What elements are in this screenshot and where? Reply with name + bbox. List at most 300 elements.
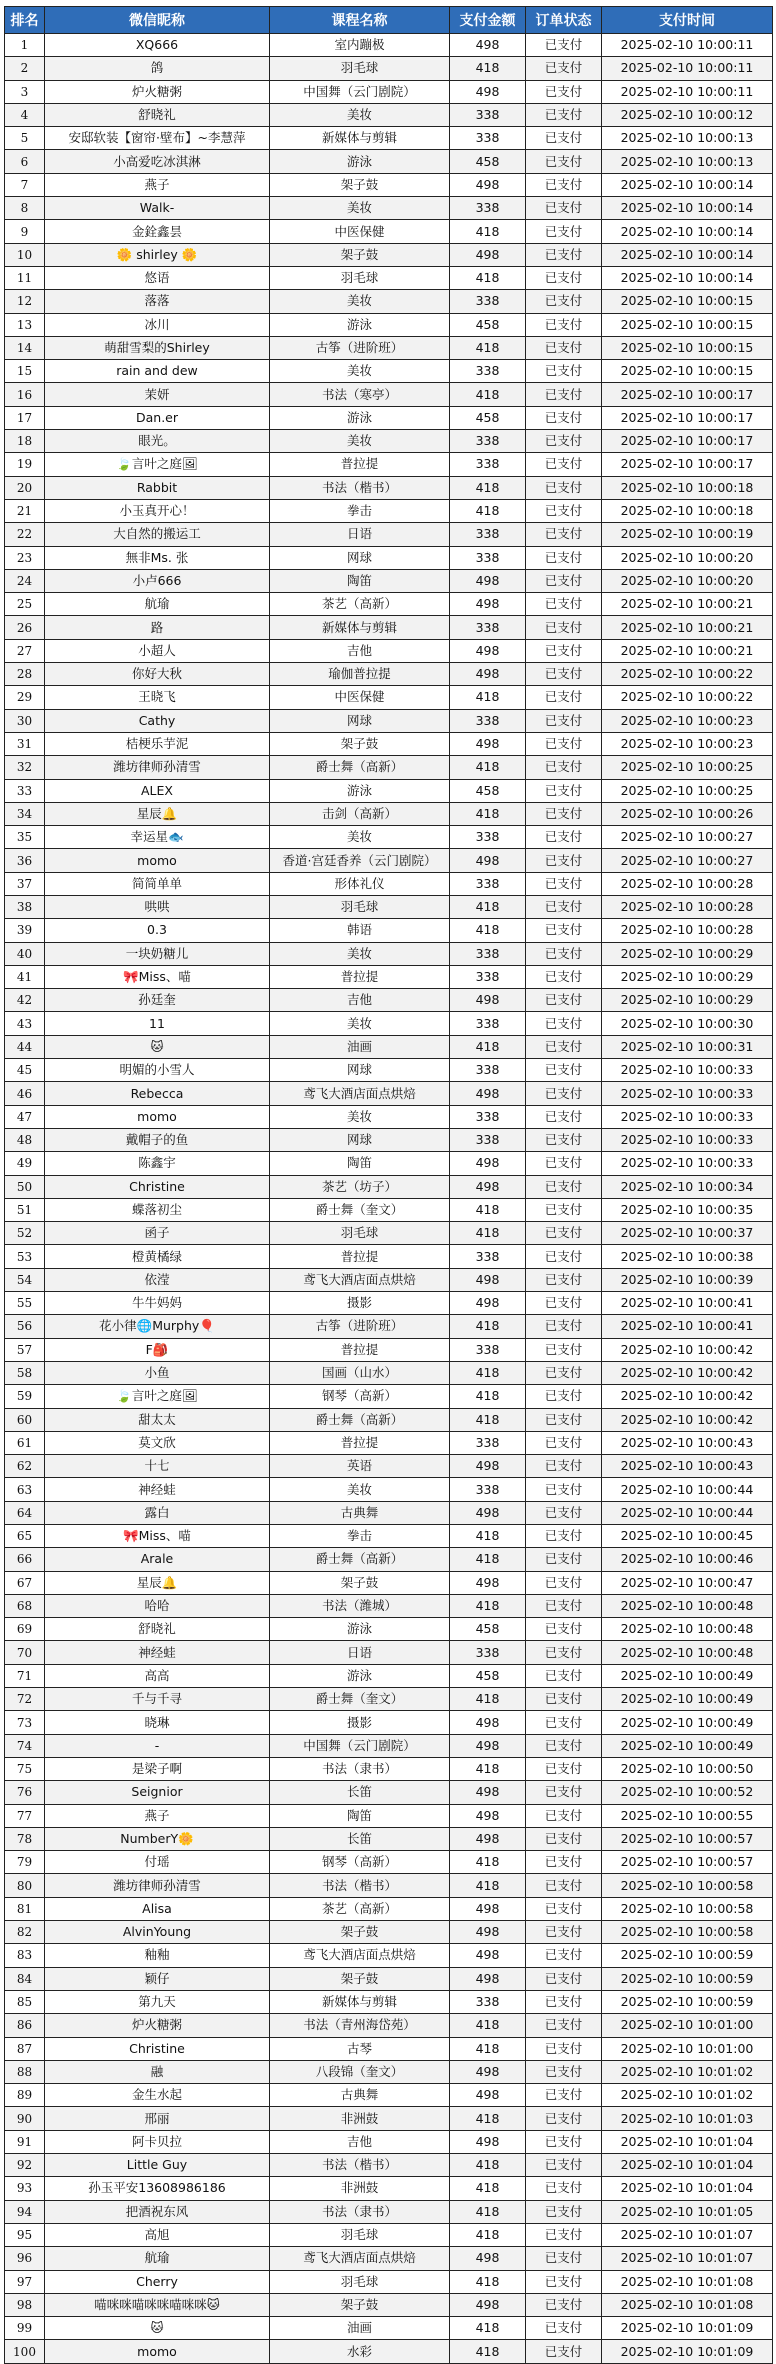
cell-nickname: AlvinYoung (45, 1921, 270, 1944)
cell-course: 拳击 (270, 1525, 450, 1548)
table-row (5, 686, 773, 709)
cell-nickname: 小卢666 (45, 569, 270, 592)
cell-course: 国画（山水） (270, 1361, 450, 1384)
cell-rank: 64 (5, 1501, 45, 1524)
cell-nickname: Cherry (45, 2270, 270, 2293)
table-row (5, 1967, 773, 1990)
cell-amount: 418 (450, 1222, 526, 1245)
cell-course: 形体礼仪 (270, 872, 450, 895)
cell-nickname: F🎒 (45, 1338, 270, 1361)
cell-nickname: 大自然的搬运工 (45, 523, 270, 546)
table-header (5, 7, 773, 34)
cell-status: 已支付 (526, 895, 602, 918)
cell-nickname: 茉妍 (45, 383, 270, 406)
cell-time: 2025-02-10 10:00:18 (602, 476, 773, 499)
cell-nickname: XQ666 (45, 34, 270, 57)
cell-amount: 338 (450, 127, 526, 150)
cell-time: 2025-02-10 10:00:34 (602, 1175, 773, 1198)
cell-nickname: 你好大秋 (45, 663, 270, 686)
cell-status: 已支付 (526, 1315, 602, 1338)
table-row (5, 732, 773, 755)
cell-time: 2025-02-10 10:01:05 (602, 2200, 773, 2223)
cell-status: 已支付 (526, 849, 602, 872)
cell-course: 美妆 (270, 1012, 450, 1035)
cell-amount: 418 (450, 1851, 526, 1874)
cell-amount: 498 (450, 1781, 526, 1804)
cell-nickname: 🎀Miss、喵 (45, 965, 270, 988)
cell-time: 2025-02-10 10:00:14 (602, 243, 773, 266)
cell-amount: 498 (450, 1921, 526, 1944)
cell-amount: 418 (450, 2154, 526, 2177)
table-row (5, 1268, 773, 1291)
table-row (5, 1757, 773, 1780)
cell-status: 已支付 (526, 1128, 602, 1151)
cell-time: 2025-02-10 10:00:19 (602, 523, 773, 546)
cell-time: 2025-02-10 10:00:14 (602, 220, 773, 243)
cell-amount: 418 (450, 895, 526, 918)
cell-amount: 418 (450, 919, 526, 942)
cell-rank: 71 (5, 1664, 45, 1687)
table-row (5, 1455, 773, 1478)
cell-amount: 498 (450, 663, 526, 686)
cell-course: 羽毛球 (270, 266, 450, 289)
cell-course: 中医保健 (270, 686, 450, 709)
cell-time: 2025-02-10 10:00:14 (602, 173, 773, 196)
cell-status: 已支付 (526, 2154, 602, 2177)
cell-status: 已支付 (526, 942, 602, 965)
cell-time: 2025-02-10 10:01:04 (602, 2130, 773, 2153)
cell-rank: 21 (5, 499, 45, 522)
cell-time: 2025-02-10 10:00:49 (602, 1734, 773, 1757)
cell-course: 书法（隶书） (270, 2200, 450, 2223)
cell-nickname: 星辰🔔 (45, 802, 270, 825)
cell-rank: 5 (5, 127, 45, 150)
cell-course: 日语 (270, 1641, 450, 1664)
cell-status: 已支付 (526, 406, 602, 429)
cell-rank: 9 (5, 220, 45, 243)
cell-rank: 65 (5, 1525, 45, 1548)
cell-course: 架子鼓 (270, 1571, 450, 1594)
cell-nickname: Christine (45, 1175, 270, 1198)
cell-course: 钢琴（高新） (270, 1851, 450, 1874)
cell-rank: 20 (5, 476, 45, 499)
table-row (5, 872, 773, 895)
cell-rank: 80 (5, 1874, 45, 1897)
cell-course: 网球 (270, 1059, 450, 1082)
table-row (5, 1781, 773, 1804)
cell-time: 2025-02-10 10:00:15 (602, 360, 773, 383)
cell-status: 已支付 (526, 1827, 602, 1850)
table-row (5, 709, 773, 732)
cell-amount: 418 (450, 2037, 526, 2060)
cell-time: 2025-02-10 10:00:41 (602, 1315, 773, 1338)
cell-time: 2025-02-10 10:00:25 (602, 779, 773, 802)
cell-time: 2025-02-10 10:00:44 (602, 1501, 773, 1524)
table-row (5, 2317, 773, 2340)
table-row (5, 499, 773, 522)
cell-amount: 498 (450, 989, 526, 1012)
cell-status: 已支付 (526, 1757, 602, 1780)
cell-time: 2025-02-10 10:00:35 (602, 1198, 773, 1221)
cell-amount: 418 (450, 266, 526, 289)
cell-amount: 418 (450, 1525, 526, 1548)
table-row (5, 1128, 773, 1151)
table-row (5, 430, 773, 453)
cell-status: 已支付 (526, 1874, 602, 1897)
cell-amount: 338 (450, 430, 526, 453)
cell-rank: 89 (5, 2084, 45, 2107)
cell-status: 已支付 (526, 1525, 602, 1548)
cell-time: 2025-02-10 10:00:17 (602, 406, 773, 429)
cell-nickname: 0.3 (45, 919, 270, 942)
cell-status: 已支付 (526, 499, 602, 522)
cell-amount: 498 (450, 1455, 526, 1478)
cell-amount: 418 (450, 1361, 526, 1384)
cell-status: 已支付 (526, 2177, 602, 2200)
cell-time: 2025-02-10 10:00:44 (602, 1478, 773, 1501)
table-row (5, 34, 773, 57)
cell-amount: 338 (450, 616, 526, 639)
cell-rank: 3 (5, 80, 45, 103)
cell-status: 已支付 (526, 1594, 602, 1617)
cell-rank: 24 (5, 569, 45, 592)
cell-status: 已支付 (526, 1478, 602, 1501)
cell-time: 2025-02-10 10:00:11 (602, 57, 773, 80)
cell-course: 书法（青州海岱苑） (270, 2014, 450, 2037)
cell-nickname: - (45, 1734, 270, 1757)
table-row (5, 1525, 773, 1548)
cell-rank: 99 (5, 2317, 45, 2340)
cell-nickname: Walk- (45, 197, 270, 220)
cell-nickname: 潍坊律师孙清雪 (45, 756, 270, 779)
cell-rank: 96 (5, 2247, 45, 2270)
cell-amount: 418 (450, 2317, 526, 2340)
cell-rank: 69 (5, 1618, 45, 1641)
cell-nickname: 是梁子啊 (45, 1757, 270, 1780)
cell-amount: 418 (450, 1688, 526, 1711)
header-order-status: 订单状态 (526, 7, 602, 34)
cell-status: 已支付 (526, 220, 602, 243)
cell-amount: 458 (450, 779, 526, 802)
cell-time: 2025-02-10 10:00:57 (602, 1851, 773, 1874)
cell-rank: 70 (5, 1641, 45, 1664)
cell-course: 普拉提 (270, 965, 450, 988)
table-row (5, 2200, 773, 2223)
table-row (5, 127, 773, 150)
table-row (5, 756, 773, 779)
cell-nickname: 融 (45, 2060, 270, 2083)
cell-status: 已支付 (526, 34, 602, 57)
cell-amount: 498 (450, 2060, 526, 2083)
cell-rank: 13 (5, 313, 45, 336)
cell-status: 已支付 (526, 1431, 602, 1454)
cell-rank: 34 (5, 802, 45, 825)
cell-rank: 79 (5, 1851, 45, 1874)
cell-nickname: 函子 (45, 1222, 270, 1245)
cell-time: 2025-02-10 10:00:49 (602, 1664, 773, 1687)
cell-time: 2025-02-10 10:00:11 (602, 80, 773, 103)
cell-status: 已支付 (526, 243, 602, 266)
table-row (5, 919, 773, 942)
cell-course: 羽毛球 (270, 2270, 450, 2293)
cell-course: 美妆 (270, 1478, 450, 1501)
cell-nickname: 幸运星🐟 (45, 826, 270, 849)
cell-nickname: 金銓鑫昙 (45, 220, 270, 243)
cell-time: 2025-02-10 10:00:27 (602, 826, 773, 849)
cell-amount: 418 (450, 1594, 526, 1617)
cell-time: 2025-02-10 10:00:31 (602, 1035, 773, 1058)
table-row (5, 1804, 773, 1827)
cell-rank: 49 (5, 1152, 45, 1175)
cell-rank: 35 (5, 826, 45, 849)
cell-time: 2025-02-10 10:00:15 (602, 290, 773, 313)
table-row (5, 2177, 773, 2200)
cell-status: 已支付 (526, 2037, 602, 2060)
cell-course: 书法（寒亭） (270, 383, 450, 406)
cell-nickname: Rebecca (45, 1082, 270, 1105)
table-row (5, 290, 773, 313)
cell-nickname: Cathy (45, 709, 270, 732)
cell-course: 美妆 (270, 430, 450, 453)
cell-course: 油画 (270, 2317, 450, 2340)
cell-amount: 458 (450, 1664, 526, 1687)
cell-amount: 418 (450, 1385, 526, 1408)
cell-amount: 338 (450, 826, 526, 849)
cell-nickname: 阿卡贝拉 (45, 2130, 270, 2153)
cell-amount: 498 (450, 2247, 526, 2270)
cell-rank: 38 (5, 895, 45, 918)
table-row (5, 546, 773, 569)
cell-course: 茶艺（坊子） (270, 1175, 450, 1198)
table-row (5, 1990, 773, 2013)
cell-nickname: 简简单单 (45, 872, 270, 895)
cell-course: 古典舞 (270, 1501, 450, 1524)
cell-time: 2025-02-10 10:00:21 (602, 616, 773, 639)
table-row (5, 2037, 773, 2060)
cell-time: 2025-02-10 10:00:57 (602, 1827, 773, 1850)
table-row (5, 1012, 773, 1035)
table-row (5, 2014, 773, 2037)
cell-time: 2025-02-10 10:00:48 (602, 1594, 773, 1617)
cell-amount: 498 (450, 1571, 526, 1594)
cell-rank: 50 (5, 1175, 45, 1198)
cell-status: 已支付 (526, 2247, 602, 2270)
cell-time: 2025-02-10 10:01:03 (602, 2107, 773, 2130)
cell-rank: 74 (5, 1734, 45, 1757)
cell-nickname: momo (45, 849, 270, 872)
cell-time: 2025-02-10 10:00:59 (602, 1990, 773, 2013)
table-row (5, 1385, 773, 1408)
cell-course: 美妆 (270, 1105, 450, 1128)
cell-course: 普拉提 (270, 1431, 450, 1454)
cell-nickname: 神经蛙 (45, 1478, 270, 1501)
cell-rank: 6 (5, 150, 45, 173)
cell-course: 吉他 (270, 989, 450, 1012)
cell-nickname: rain and dew (45, 360, 270, 383)
payment-ranking-table (4, 6, 773, 2364)
cell-rank: 94 (5, 2200, 45, 2223)
cell-status: 已支付 (526, 383, 602, 406)
cell-amount: 498 (450, 639, 526, 662)
cell-nickname: 舒晓礼 (45, 1618, 270, 1641)
cell-rank: 25 (5, 593, 45, 616)
cell-status: 已支付 (526, 872, 602, 895)
cell-rank: 58 (5, 1361, 45, 1384)
table-row (5, 2293, 773, 2316)
table-row (5, 150, 773, 173)
cell-rank: 18 (5, 430, 45, 453)
cell-amount: 338 (450, 1059, 526, 1082)
cell-course: 美妆 (270, 290, 450, 313)
cell-amount: 418 (450, 220, 526, 243)
cell-amount: 498 (450, 1175, 526, 1198)
cell-course: 鸢飞大酒店面点烘焙 (270, 1268, 450, 1291)
cell-time: 2025-02-10 10:00:13 (602, 150, 773, 173)
table-row (5, 383, 773, 406)
cell-status: 已支付 (526, 2014, 602, 2037)
header-payment-time: 支付时间 (602, 7, 773, 34)
table-row (5, 1152, 773, 1175)
cell-status: 已支付 (526, 2340, 602, 2363)
cell-nickname: 神经蛙 (45, 1641, 270, 1664)
cell-course: 爵士舞（高新） (270, 756, 450, 779)
cell-status: 已支付 (526, 1198, 602, 1221)
cell-rank: 90 (5, 2107, 45, 2130)
cell-status: 已支付 (526, 639, 602, 662)
cell-nickname: 陈鑫宇 (45, 1152, 270, 1175)
cell-rank: 32 (5, 756, 45, 779)
cell-course: 美妆 (270, 103, 450, 126)
table-body (5, 34, 773, 2364)
cell-course: 书法（楷书） (270, 476, 450, 499)
cell-rank: 98 (5, 2293, 45, 2316)
cell-status: 已支付 (526, 1152, 602, 1175)
header-payment-amount: 支付金额 (450, 7, 526, 34)
cell-rank: 82 (5, 1921, 45, 1944)
cell-nickname: 炉火糖粥 (45, 2014, 270, 2037)
cell-course: 香道·宫廷香养（云门剧院） (270, 849, 450, 872)
table-row (5, 2154, 773, 2177)
cell-course: 游泳 (270, 313, 450, 336)
cell-time: 2025-02-10 10:00:15 (602, 313, 773, 336)
table-row (5, 1245, 773, 1268)
table-row (5, 1501, 773, 1524)
cell-amount: 498 (450, 173, 526, 196)
cell-time: 2025-02-10 10:00:58 (602, 1874, 773, 1897)
cell-nickname: 一块奶糖儿 (45, 942, 270, 965)
header-row (5, 7, 773, 34)
cell-nickname: 星辰🔔 (45, 1571, 270, 1594)
cell-nickname: 🎀Miss、喵 (45, 1525, 270, 1548)
cell-nickname: Dan.er (45, 406, 270, 429)
cell-nickname: 冰川 (45, 313, 270, 336)
cell-nickname: Christine (45, 2037, 270, 2060)
cell-time: 2025-02-10 10:00:42 (602, 1338, 773, 1361)
cell-rank: 42 (5, 989, 45, 1012)
cell-amount: 418 (450, 756, 526, 779)
cell-status: 已支付 (526, 1571, 602, 1594)
table-row (5, 663, 773, 686)
table-row (5, 1827, 773, 1850)
cell-time: 2025-02-10 10:01:08 (602, 2293, 773, 2316)
cell-amount: 418 (450, 2270, 526, 2293)
cell-status: 已支付 (526, 1455, 602, 1478)
table-row (5, 1944, 773, 1967)
table-row (5, 989, 773, 1012)
cell-time: 2025-02-10 10:00:37 (602, 1222, 773, 1245)
table-row (5, 779, 773, 802)
cell-time: 2025-02-10 10:00:42 (602, 1408, 773, 1431)
cell-amount: 338 (450, 1990, 526, 2013)
cell-course: 爵士舞（奎文） (270, 1688, 450, 1711)
cell-amount: 498 (450, 34, 526, 57)
cell-nickname: 11 (45, 1012, 270, 1035)
cell-status: 已支付 (526, 1082, 602, 1105)
cell-rank: 44 (5, 1035, 45, 1058)
cell-rank: 88 (5, 2060, 45, 2083)
cell-nickname: 千与千寻 (45, 1688, 270, 1711)
cell-rank: 43 (5, 1012, 45, 1035)
cell-status: 已支付 (526, 732, 602, 755)
table-row (5, 80, 773, 103)
table-row (5, 1851, 773, 1874)
cell-status: 已支付 (526, 103, 602, 126)
cell-nickname: 安邸软装【窗帘·壁布】~李慧萍 (45, 127, 270, 150)
cell-nickname: 高旭 (45, 2223, 270, 2246)
table-row (5, 103, 773, 126)
cell-amount: 418 (450, 1198, 526, 1221)
table-row (5, 1594, 773, 1617)
table-row (5, 2060, 773, 2083)
cell-time: 2025-02-10 10:00:48 (602, 1641, 773, 1664)
payment-ranking-table-wrapper (4, 6, 772, 2364)
cell-time: 2025-02-10 10:00:33 (602, 1152, 773, 1175)
cell-rank: 33 (5, 779, 45, 802)
cell-rank: 76 (5, 1781, 45, 1804)
cell-status: 已支付 (526, 1804, 602, 1827)
cell-status: 已支付 (526, 2084, 602, 2107)
cell-rank: 97 (5, 2270, 45, 2293)
table-row (5, 220, 773, 243)
cell-course: 摄影 (270, 1292, 450, 1315)
cell-amount: 418 (450, 1874, 526, 1897)
cell-nickname: 花小律🌐Murphy🎈 (45, 1315, 270, 1338)
cell-status: 已支付 (526, 779, 602, 802)
cell-time: 2025-02-10 10:00:28 (602, 872, 773, 895)
cell-rank: 87 (5, 2037, 45, 2060)
cell-course: 吉他 (270, 639, 450, 662)
table-row (5, 895, 773, 918)
cell-amount: 338 (450, 1128, 526, 1151)
cell-status: 已支付 (526, 1618, 602, 1641)
cell-time: 2025-02-10 10:00:15 (602, 336, 773, 359)
cell-amount: 498 (450, 2084, 526, 2107)
cell-status: 已支付 (526, 2293, 602, 2316)
cell-course: 羽毛球 (270, 895, 450, 918)
cell-time: 2025-02-10 10:00:58 (602, 1897, 773, 1920)
cell-amount: 338 (450, 453, 526, 476)
cell-time: 2025-02-10 10:00:29 (602, 965, 773, 988)
cell-time: 2025-02-10 10:00:28 (602, 919, 773, 942)
table-row (5, 849, 773, 872)
table-row (5, 1688, 773, 1711)
cell-time: 2025-02-10 10:00:33 (602, 1105, 773, 1128)
cell-status: 已支付 (526, 266, 602, 289)
cell-nickname: 桔梗乐芋泥 (45, 732, 270, 755)
table-row (5, 523, 773, 546)
cell-time: 2025-02-10 10:00:13 (602, 127, 773, 150)
cell-rank: 15 (5, 360, 45, 383)
